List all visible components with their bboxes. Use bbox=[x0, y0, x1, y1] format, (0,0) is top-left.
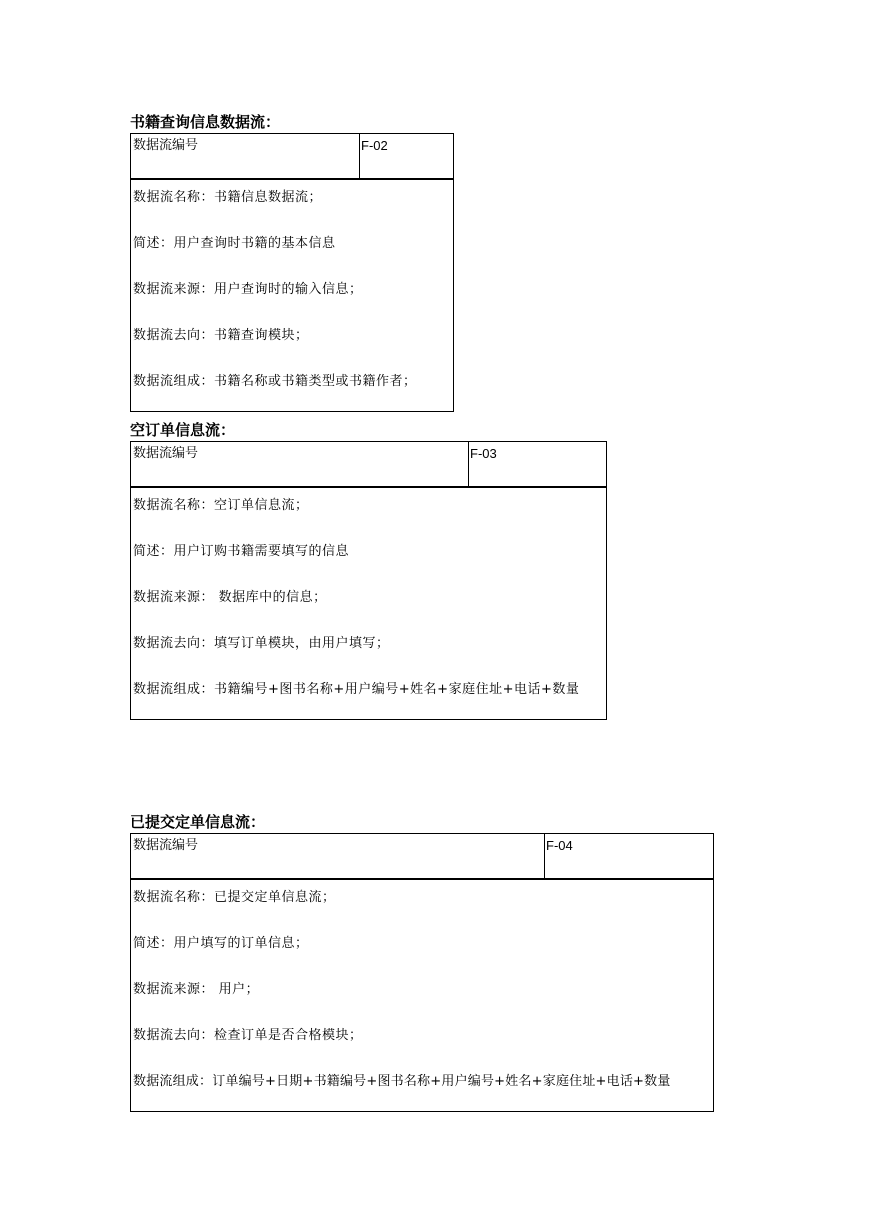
flow-code: F-03 bbox=[470, 446, 497, 461]
header-divider bbox=[359, 134, 360, 178]
header-divider bbox=[468, 442, 469, 486]
composition-line: 数据流组成：书籍名称或书籍类型或书籍作者； bbox=[133, 374, 417, 389]
flow-code: F-02 bbox=[361, 138, 388, 153]
source-line: 数据流来源：用户查询时的输入信息； bbox=[133, 282, 363, 297]
section-title: 书籍查询信息数据流： bbox=[130, 113, 281, 131]
summary-line: 简述：用户订购书籍需要填写的信息 bbox=[133, 544, 350, 559]
table-header-row bbox=[131, 442, 606, 488]
destination-line: 数据流去向：填写订单模块，由用户填写； bbox=[133, 636, 390, 651]
composition-line: 数据流组成：订单编号+日期+书籍编号+图书名称+用户编号+姓名+家庭住址+电话+数量 bbox=[133, 1074, 671, 1089]
summary-line: 简述：用户查询时书籍的基本信息 bbox=[133, 236, 336, 251]
flow-name-line: 数据流名称：空订单信息流； bbox=[133, 498, 309, 513]
header-label: 数据流编号 bbox=[133, 446, 199, 461]
destination-line: 数据流去向：书籍查询模块； bbox=[133, 328, 309, 343]
composition-line: 数据流组成：书籍编号+图书名称+用户编号+姓名+家庭住址+电话+数量 bbox=[133, 682, 580, 697]
source-line: 数据流来源： 用户； bbox=[133, 982, 260, 997]
data-flow-table bbox=[130, 441, 607, 720]
header-label: 数据流编号 bbox=[133, 838, 199, 853]
table-header-row bbox=[131, 134, 453, 180]
destination-line: 数据流去向：检查订单是否合格模块； bbox=[133, 1028, 363, 1043]
data-flow-table bbox=[130, 833, 714, 1112]
summary-line: 简述：用户填写的订单信息； bbox=[133, 936, 309, 951]
source-line: 数据流来源： 数据库中的信息； bbox=[133, 590, 327, 605]
flow-name-line: 数据流名称：书籍信息数据流； bbox=[133, 190, 323, 205]
section-title: 空订单信息流： bbox=[130, 421, 236, 439]
header-label: 数据流编号 bbox=[133, 138, 199, 153]
flow-code: F-04 bbox=[546, 838, 573, 853]
header-divider bbox=[544, 834, 545, 878]
table-header-row bbox=[131, 834, 713, 880]
data-flow-table bbox=[130, 133, 454, 412]
section-title: 已提交定单信息流： bbox=[130, 813, 266, 831]
flow-name-line: 数据流名称：已提交定单信息流； bbox=[133, 890, 336, 905]
